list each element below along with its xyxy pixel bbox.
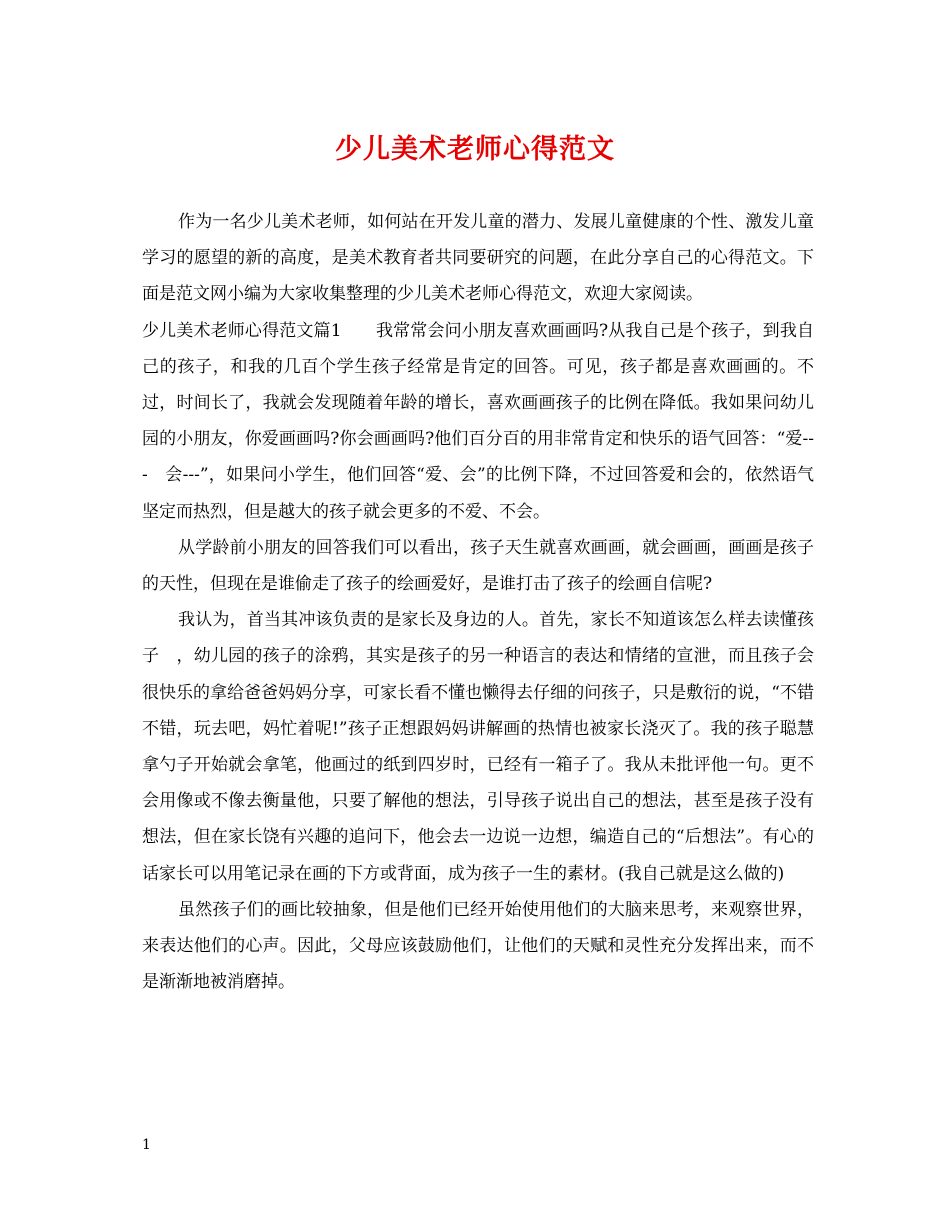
page-number: 1	[142, 1137, 151, 1153]
document-body	[142, 204, 814, 1000]
paragraph-article-1: 少儿美术老师心得范文篇1 我常常会问小朋友喜欢画画吗?从我自己是个孩子，到我自己的孩子，和我的几百个学生孩子经常是肯定的回答。可见，孩子都是喜欢画画的。不过，时间长了，我就会发现随着年龄的增长，喜欢画画孩子的比例在降低。我如果问幼儿园的小朋友，你爱画画吗?你会画画吗?他们百分百的用非常肯定和快乐的语气回答：“爱--- 会---”，如果问小学生，他们回答“爱、会”的比例下降，不过回答爱和会的，依然语气坚定而热烈，但是越大的孩子就会更多的不爱、不会。	[142, 320, 814, 522]
paragraph-conclusion: 虽然孩子们的画比较抽象，但是他们已经开始使用他们的大脑来思考，来观察世界，来表达他们的心声。因此，父母应该鼓励他们，让他们的天赋和灵性充分发挥出来，而不是渐渐地被消磨掉。	[142, 899, 814, 993]
paragraph-observation: 从学龄前小朋友的回答我们可以看出，孩子天生就喜欢画画，就会画画，画画是孩子的天性，但现在是谁偷走了孩子的绘画爱好，是谁打击了孩子的绘画自信呢?	[142, 537, 814, 595]
document-title: 少儿美术老师心得范文	[335, 134, 615, 165]
paragraph-intro: 作为一名少儿美术老师，如何站在开发儿童的潜力、发展儿童健康的个性、激发儿童学习的愿望的新的高度，是美术教育者共同要研究的问题，在此分享自己的心得范文。下面是范文网小编为大家收集整理的少儿美术老师心得范文，欢迎大家阅读。	[142, 212, 814, 305]
paragraph-parents-responsibility: 我认为，首当其冲该负责的是家长及身边的人。首先，家长不知道该怎么样去读懂孩子 ，幼儿园的孩子的涂鸦，其实是孩子的另一种语言的表达和情绪的宣泄，而且孩子会很快乐的拿给爸爸妈妈分享，可家长看不懂也懒得去仔细的问孩子，只是敷衍的说，“不错不错，玩去吧，妈忙着呢!”孩子正想跟妈妈讲解画的热情也被家长浇灭了。我的孩子聪慧拿勺子开始就会拿笔，他画过的纸到四岁时，已经有一箱子了。我从未批评他一句。更不会用像或不像去衡量他，只要了解他的想法，引导孩子说出自己的想法，甚至是孩子没有想法，但在家长饶有兴趣的追问下，他会去一边说一边想，编造自己的“后想法”。有心的话家长可以用笔记录在画的下方或背面，成为孩子一生的素材。(我自己就是这么做的)	[142, 610, 814, 884]
